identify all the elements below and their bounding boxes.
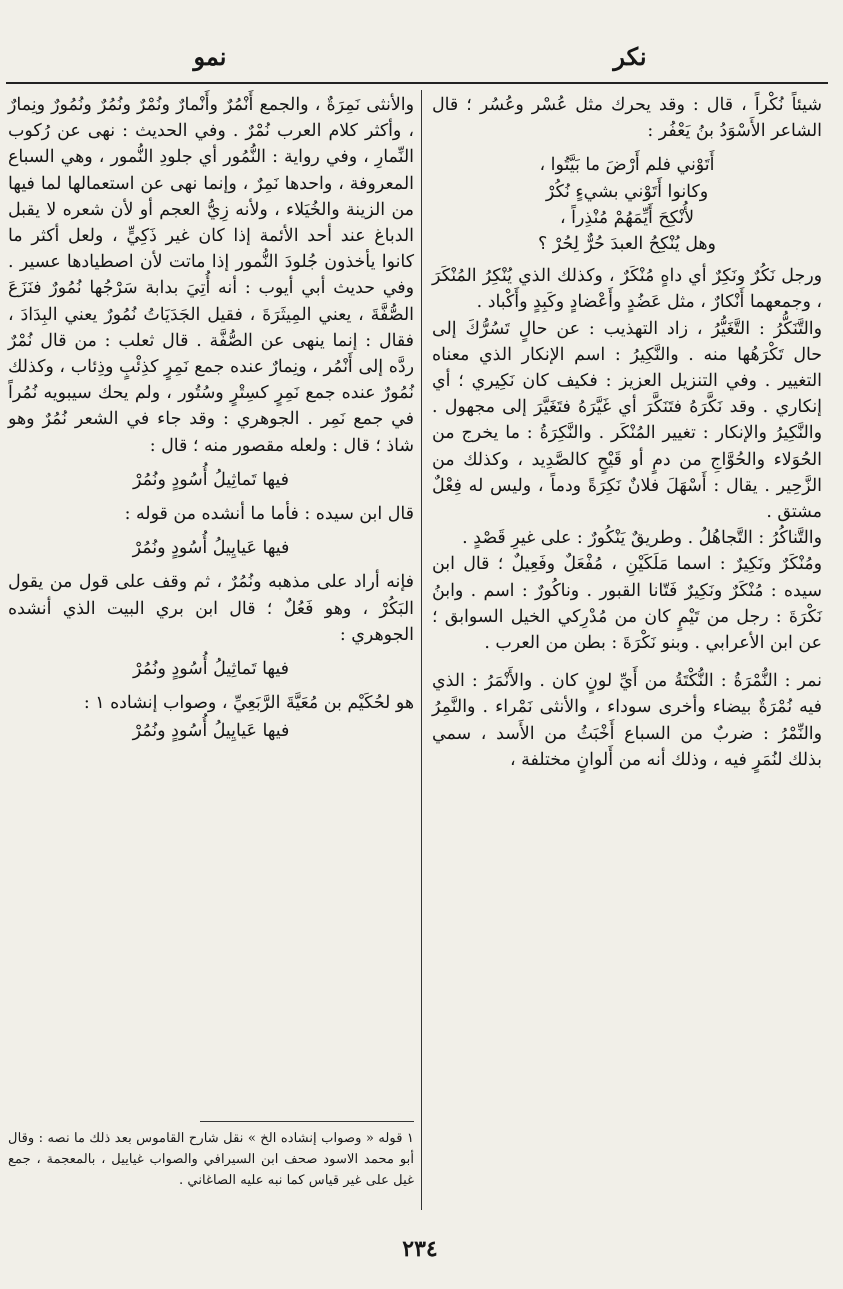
left-column [8,92,414,753]
entry-paragraph: ورجل نَكُرٌ ونَكِرٌ أي داهٍ مُنْكَرٌ ، وكذلك الذي يُنْكِرُ المُنْكَرَ ، وجمعهما أَنْكارٌ ، مثل عَضُدٍ وأَعْضادٍ وكَبِدٍ وأَكْباد . [432,266,822,313]
page-number: ٢٣٤ [402,1236,438,1262]
entry-paragraph: نمر : النُّمْرَةُ : النُّكْتَةُ من أَيِّ لونٍ كان . والأَنْمَرُ : الذي فيه نُمْرَةٌ بيضاء وأخرى سوداء ، والأنثى نَمْراء . والنَّمِرُ والنِّمْرُ : ضربٌ من السباع أَخْبَثُ من الأَسد ، سمي بذلك لنُمَرٍ فيه ، وذلك أنه من أَلوانٍ مختلفة ، [432,671,822,770]
verse-line: فيها تَماثِيلُ أُسُودٍ ونُمُرْ [133,659,289,680]
verse-line: وهل يُنْكِحُ العبدَ حُرٌّ لِحُرْ ؟ [538,234,716,255]
verse-line: أَتَوْني فلم أَرْضَ ما بَيَّتُوا ، [539,155,715,176]
verse-line: فيها عَيايِيلُ أُسُودٍ ونُمُرْ [132,721,290,742]
footnote: ١ قوله « وصواب إنشاده الخ » نقل شارح القاموس بعد ذلك ما نصه : وقال أبو محمد الاسود صحف ابن السيرافي والصواب غياييل ، بالمعجمة ، جمع غيل على غير قياس كما نبه عليه الصاغاني . [8,1131,414,1188]
entry-paragraph: ومُنْكَرٌ ونَكِيرٌ : اسما مَلَكَيْنِ ، مُفْعَلٌ وفَعِيلٌ ؛ قال ابن سيده : مُنْكَرٌ ونَكِيرٌ فَتّانا القبور . وناكُورٌ : اسم . وابنُ نَكْرَةَ : رجل من تَيْمٍ كان من مُدْرِكي الخيل السوابق ؛ عن ابن الأعرابي . وبنو نَكْرَةَ : بطن من العرب . [432,554,822,654]
entry-paragraph: شيئاً نُكْراً ، قال : وقد يحرك مثل عُسْر وعُسُر ؛ قال الشاعر الأَسْوَدُ بنُ يَعْفُر : [432,95,822,142]
column-divider [421,90,422,1210]
verse-line: لأُنْكِحَ أَيِّمَهُمْ مُنْذِراً ، [559,207,695,228]
right-column [432,92,822,773]
footnote-rule [200,1121,414,1122]
verse-line: فيها تَماثِيلُ أُسُودٍ ونُمُرْ [133,469,289,490]
entry-paragraph: والأنثى نَمِرَةٌ ، والجمع أَنْمُرٌ وأَنْمارٌ ونُمْرٌ ونُمُرٌ ونُمُورٌ ونِمارٌ ، وأكثر كلام العرب نُمْرٌ . وفي الحديث : نهى عن رُكوب النِّمارِ ، وفي رواية : النُّمُور أي جلودِ النُّمور ، وهي السباع المعروفة ، واحدها نَمِرٌ ، وإنما نهى عن استعمالها لما فيها من الزينة والخُيَلاء ، ولأنه زِيُّ العجم أو لأن شعره لا يقبل الدباغ عند أحد الأئمة إذا كان غير ذَكِيٍّ ، ولعل أكثر ما كانوا يأخذون جُلودَ النُّمور إذا ماتت لأن اصطيادها عسير . وفي حديث أبي أيوب : أنه أُتِيَ بدابة سَرْجُها نُمُورٌ فنَزَعَ الصُّفَّةَ ، يعني المِيثَرَةَ ، فقيل الجَدَيَاتُ نُمُورٌ يعني البِدَادَ ، فقال : إنما ينهى عن الصُّفَّة . قال ثعلب : من قال نُمْرٌ ردَّه إلى أَنْمُر ، ونِمارٌ عنده جمع نَمِرٍ كذِئْبٍ وذِئاب ، وكذلك نُمُورٌ عنده جمع نَمِرٍ كسِتْرٍ وسُتُور ، ولم يحك سيبويه نُمُراً في جمع نَمِر . الجوهري : وقد جاء في الشعر نُمُرٌ وهو شاذ ؛ قال : ولعله مقصور منه ؛ قال : [8,95,414,456]
header-root-right: نكر [613,42,647,71]
entry-paragraph: والتَّنَكُّرُ : التَّغَيُّرُ ، زاد التهذيب : عن حالٍ تَسُرُّكَ إلى حال تَكْرَهُها منه . والنَّكِيرُ : اسم الإنكار الذي معناه التغيير . وفي التنزيل العزيز : فكيف كان نَكِيري ؛ أي إنكاري . وقد نَكَّرَهُ فتَنَكَّرَ أي غَيَّرَهُ فتَغَيَّرَ إلى مجهول . والنَّكِيرُ والإنكار : تغيير المُنْكَر . والنَّكِرَةُ : ما يخرج من الحُوَلاء والحُوَّاجِ من دمٍ أو قَيْحٍ كالصَّدِيد ، وكذلك من الزَّحِير . يقال : أَسْهَلَ فلانٌ نَكِرَةً ودماً ، وليس له فِعْلٌ مشتق . [432,318,822,523]
verse-line: فيها عَيايِيلُ أُسُودٍ ونُمُرْ [132,538,290,559]
header-rule [6,82,828,84]
verse-line: وكانوا أَتَوْني بشيءٍ نُكُرْ [545,181,709,202]
entry-paragraph: هو لحُكَيْم بن مُعَيَّةَ الرَّبَعِيِّ ، وصواب إنشاده ١ : [83,693,414,714]
header-root-left: نمو [193,42,227,71]
entry-paragraph: والتَّناكُرُ : التَّجاهُلُ . وطريقٌ يَنْكُورٌ : على غيرِ قَصْدٍ . [462,528,822,549]
entry-paragraph: قال ابن سيده : فأما ما أنشده من قوله : [124,504,414,525]
entry-paragraph: فإنه أراد على مذهبه ونُمُرٌ ، ثم وقف على قول من يقول البَكُرْ ، وهو فَعُلٌ ؛ قال ابن بري البيت الذي أنشده الجوهري : [8,572,414,645]
